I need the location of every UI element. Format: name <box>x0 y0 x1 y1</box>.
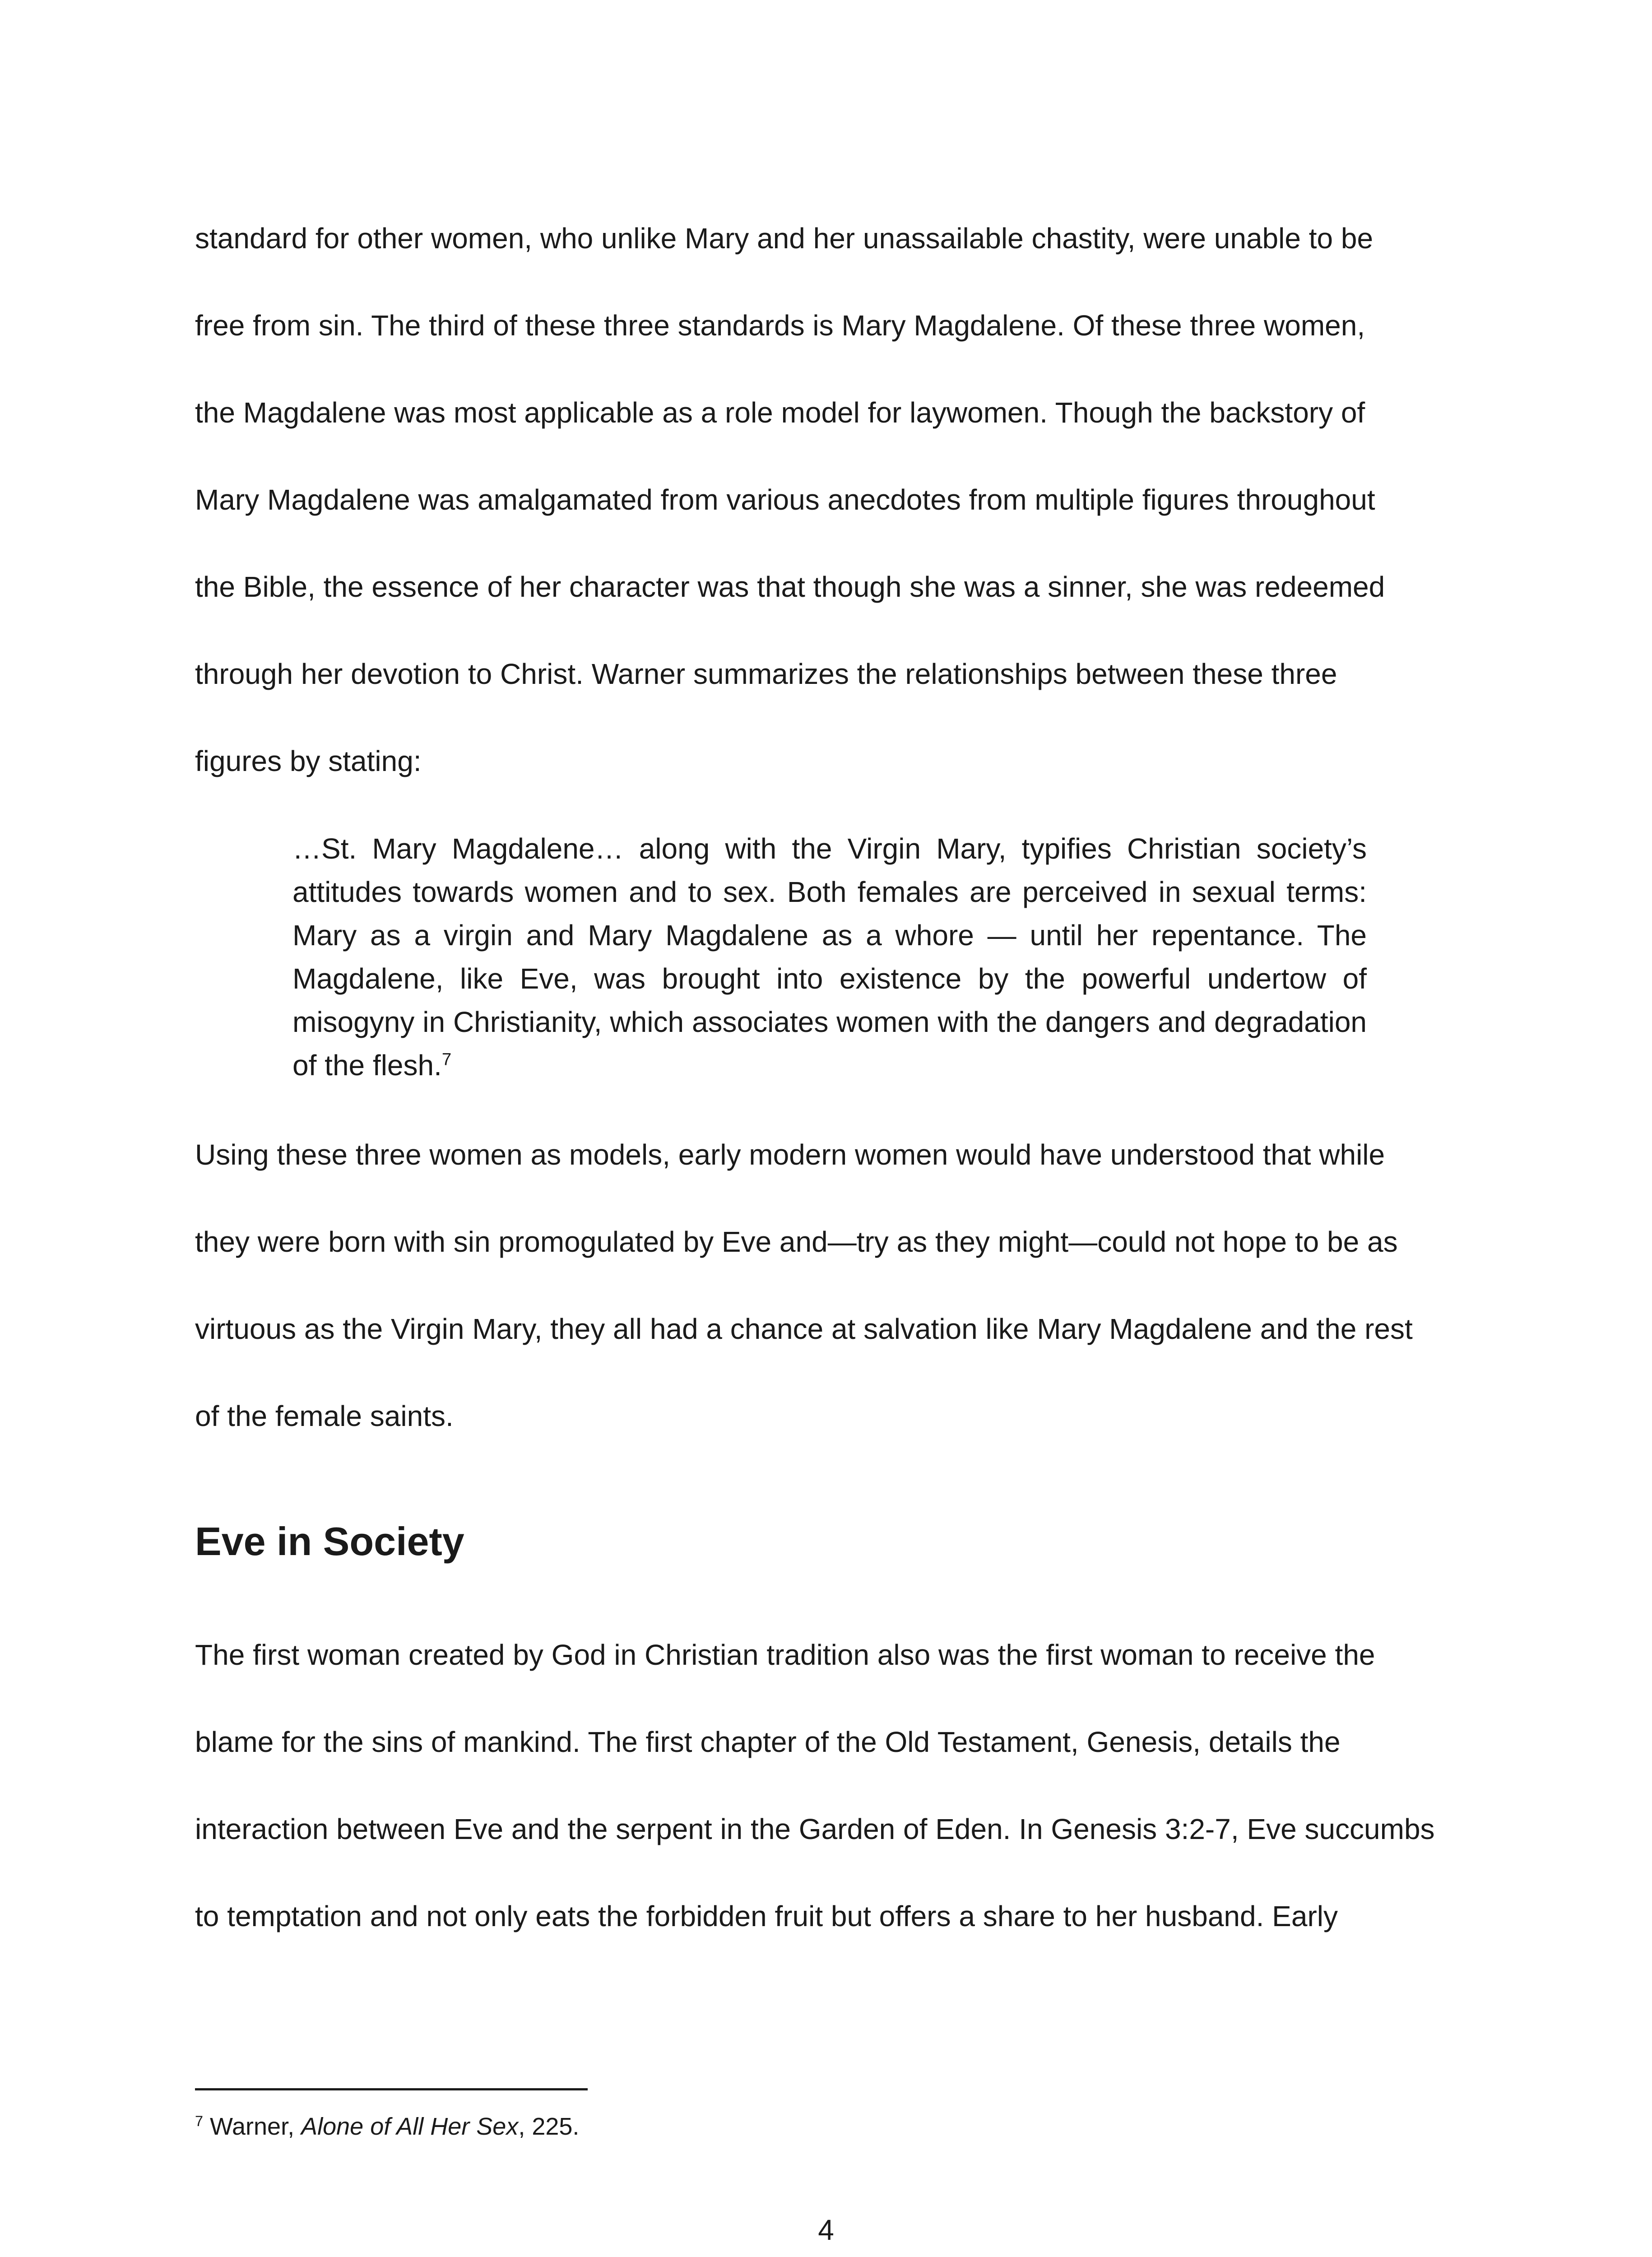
body-text-line: to temptation and not only eats the forbidden fruit but offers a share to her husband. Early <box>195 1900 1338 1932</box>
body-text-line: free from sin. The third of these three standards is Mary Magdalene. Of these three women, <box>195 309 1365 342</box>
footnote <box>195 2111 579 2142</box>
body-text-line: they were born with sin promogulated by Eve and—try as they might—could not hope to be as <box>195 1226 1398 1258</box>
body-text-line: standard for other women, who unlike Mary and her unassailable chastity, were unable to be <box>195 222 1374 255</box>
footnote-reference[interactable]: 7 <box>441 1050 452 1069</box>
footnote-author: Warner, <box>210 2113 302 2140</box>
body-text-line: through her devotion to Christ. Warner summarizes the relationships between these three <box>195 658 1337 690</box>
page-number: 4 <box>818 2214 834 2246</box>
footnote-title: Alone of All Her Sex <box>301 2113 519 2140</box>
footnote-number: 7 <box>195 2113 204 2129</box>
body-text-line: figures by stating: <box>195 745 422 777</box>
body-text-line: virtuous as the Virgin Mary, they all had a chance at salvation like Mary Magdalene and the rest <box>195 1313 1413 1345</box>
section-heading: Eve in Society <box>195 1519 464 1564</box>
body-text-line: blame for the sins of mankind. The first chapter of the Old Testament, Genesis, details the <box>195 1726 1341 1758</box>
body-text-line: the Bible, the essence of her character was that though she was a sinner, she was redeemed <box>195 571 1385 603</box>
block-quote <box>292 827 1367 1087</box>
block-quote-text: …St. Mary Magdalene… along with the Virgin Mary, typifies Christian society’s attitudes towards women and to sex. Both females are perceived in sexual terms: Mary as a virgin and Mary Magdalene as a whore — until her repentance. The Magdalene, like Eve, was brought into existence by the powerful undertow of misogyny in Christianity, which associates women with the dangers and degradation of the flesh. <box>292 832 1367 1082</box>
body-text-line: interaction between Eve and the serpent in the Garden of Eden. In Genesis 3:2-7, Eve succumbs <box>195 1813 1435 1845</box>
body-text-line: Mary Magdalene was amalgamated from various anecdotes from multiple figures throughout <box>195 483 1375 516</box>
body-text-line: The first woman created by God in Christian tradition also was the first woman to receive the <box>195 1639 1375 1671</box>
body-text-line: Using these three women as models, early modern women would have understood that while <box>195 1138 1385 1171</box>
footnote-page: , 225. <box>518 2113 580 2140</box>
body-text-line: of the female saints. <box>195 1400 454 1432</box>
footnote-separator <box>195 2088 588 2090</box>
body-text-line: the Magdalene was most applicable as a role model for laywomen. Though the backstory of <box>195 396 1365 429</box>
